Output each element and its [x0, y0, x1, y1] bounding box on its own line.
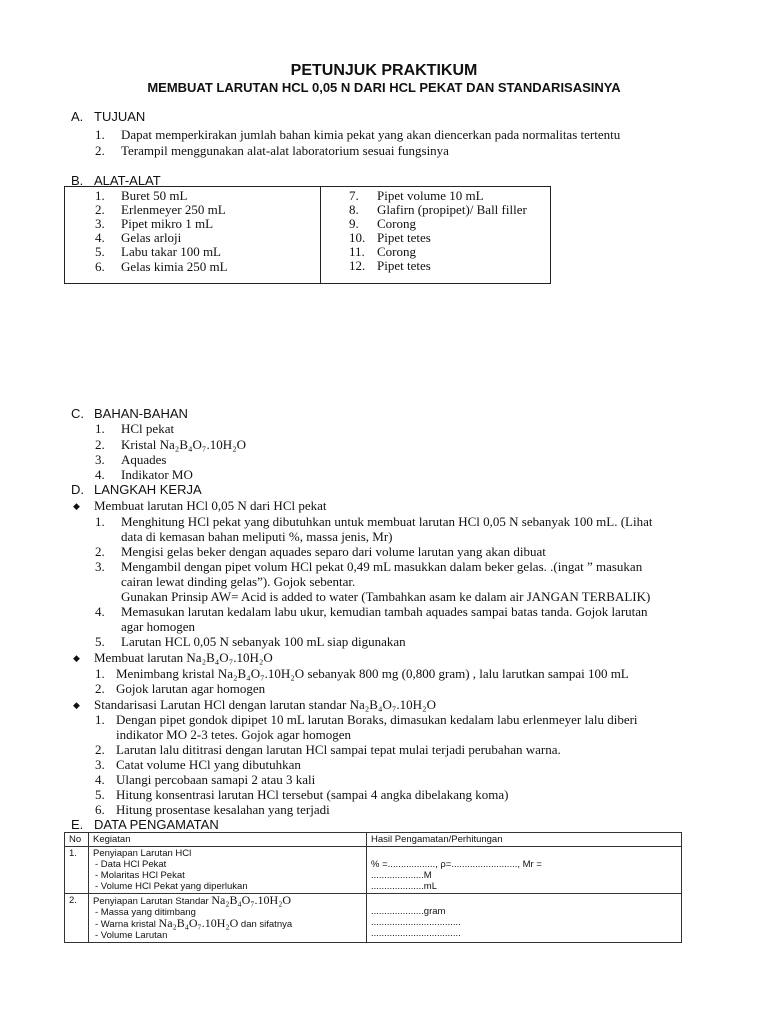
alat-num: 2.: [95, 202, 105, 217]
step-text: data di kemasan bahan meliputi %, massa jenis, Mr): [121, 529, 393, 544]
step-num: 5.: [95, 787, 105, 802]
step-num: 1.: [95, 712, 105, 727]
activity-title: Penyiapan Larutan Standar: [93, 896, 209, 907]
bahan-item: Aquades: [121, 452, 167, 467]
alat-item: Gelas arloji: [121, 230, 182, 245]
diamond-bullet-icon: ◆: [73, 700, 80, 710]
chemical-formula: Na₂B₄O₇.10H₂O: [158, 916, 239, 930]
step-text: indikator MO 2-3 tetes. Gojok agar homogen: [116, 727, 352, 742]
bahan-item: Kristal Na₂B₄O₇.10H₂O: [121, 437, 247, 452]
activity-cell: [89, 894, 367, 943]
alat-num: 5.: [95, 244, 105, 259]
col-header: Kegiatan: [89, 833, 367, 847]
activity-title-line: [93, 895, 362, 907]
langkah-group-title: Membuat larutan HCl 0,05 N dari HCl pekat: [94, 498, 327, 513]
col-header: Hasil Pengamatan/Perhitungan: [367, 833, 682, 847]
bahan-item: Indikator MO: [121, 467, 193, 482]
page-subtitle: MEMBUAT LARUTAN HCL 0,05 N DARI HCL PEKAT DAN STANDARISASINYA: [147, 80, 621, 95]
alat-num: 3.: [95, 216, 105, 231]
step-text: cairan lewat dinding gelas”). Gojok sebentar.: [121, 574, 356, 589]
activity-item-line: [93, 918, 362, 930]
step-num: 3.: [95, 559, 105, 574]
step-text: Menimbang kristal Na₂B₄O₇.10H₂O sebanyak 800 mg (0,800 gram) , lalu larutkan sampai 100 mL: [116, 666, 629, 681]
activity-item: - Volume HCl Pekat yang diperlukan: [95, 881, 248, 892]
alat-item: Pipet volume 10 mL: [377, 188, 484, 203]
alat-num: 9.: [349, 216, 359, 231]
alat-num: 11.: [349, 244, 365, 259]
step-text: Larutan lalu dititrasi dengan larutan HCl sampai tepat mulai terjadi perubahan warna.: [116, 742, 561, 757]
section-c-heading: BAHAN-BAHAN: [94, 406, 188, 421]
bahan-num: 3.: [95, 452, 105, 467]
activity-item: - Molaritas HCl Pekat: [95, 870, 185, 881]
observation-table: [64, 832, 682, 943]
result-line[interactable]: % =.................., ρ=........................., Mr =: [371, 859, 542, 870]
step-num: 1.: [95, 666, 105, 681]
step-num: 2.: [95, 742, 105, 757]
step-num: 5.: [95, 634, 105, 649]
alat-item: Gelas kimia 250 mL: [121, 259, 228, 274]
section-b-heading: ALAT-ALAT: [94, 173, 161, 188]
page-title: PETUNJUK PRAKTIKUM: [290, 62, 478, 79]
section-e-heading: DATA PENGAMATAN: [94, 817, 219, 832]
col-header: No: [65, 833, 89, 847]
step-num: 1.: [95, 514, 105, 529]
alat-num: 4.: [95, 230, 105, 245]
langkah-group-title: Membuat larutan Na₂B₄O₇.10H₂O: [94, 650, 273, 665]
diamond-bullet-icon: ◆: [73, 501, 80, 511]
alat-num: 1.: [95, 188, 105, 203]
step-num: 6.: [95, 802, 105, 817]
activity-item: - Data HCl Pekat: [95, 859, 167, 870]
alat-num: 8.: [349, 202, 359, 217]
result-cell: [367, 847, 682, 894]
section-d-heading: LANGKAH KERJA: [94, 482, 202, 497]
section-a-heading: TUJUAN: [94, 109, 146, 124]
step-text: Memasukan larutan kedalam labu ukur, kemudian tambah aquades sampai batas tanda. Gojok larutan: [121, 604, 648, 619]
alat-num: 10.: [349, 230, 366, 245]
step-text: Gunakan Prinsip AW= Acid is added to water (Tambahkan asam ke dalam air JANGAN TERBALIK): [121, 589, 651, 604]
step-text: agar homogen: [121, 619, 196, 634]
step-text: Dengan pipet gondok dipipet 10 mL larutan Boraks, dimasukan kedalam labu erlenmeyer lalu diberi: [116, 712, 638, 727]
bahan-num: 4.: [95, 467, 105, 482]
section-e-letter: E.: [71, 817, 84, 832]
tujuan-text: Dapat memperkirakan jumlah bahan kimia pekat yang akan diencerkan pada normalitas tertentu: [121, 127, 621, 142]
alat-item: Pipet tetes: [377, 230, 431, 245]
step-text: Hitung prosentase kesalahan yang terjadi: [116, 802, 330, 817]
section-a-letter: A.: [71, 109, 84, 124]
activity-item: - Massa yang ditimbang: [95, 907, 196, 918]
bahan-num: 1.: [95, 421, 105, 436]
step-num: 2.: [95, 544, 105, 559]
row-number: 1.: [65, 847, 89, 894]
step-num: 2.: [95, 681, 105, 696]
alat-num: 7.: [349, 188, 359, 203]
langkah-group-title: Standarisasi Larutan HCl dengan larutan standar Na₂B₄O₇.10H₂O: [94, 697, 436, 712]
alat-item: Pipet mikro 1 mL: [121, 216, 214, 231]
alat-num: 6.: [95, 259, 105, 274]
step-text: Gojok larutan agar homogen: [116, 681, 266, 696]
alat-item: Erlenmeyer 250 mL: [121, 202, 226, 217]
alat-item: Labu takar 100 mL: [121, 244, 221, 259]
result-line[interactable]: ..................................: [371, 928, 461, 939]
step-num: 3.: [95, 757, 105, 772]
step-text: Hitung konsentrasi larutan HCl tersebut (sampai 4 angka dibelakang koma): [116, 787, 509, 802]
bahan-item: HCl pekat: [121, 421, 175, 436]
row-number: 2.: [65, 894, 89, 943]
bahan-num: 2.: [95, 437, 105, 452]
result-line[interactable]: ..................................: [371, 917, 461, 928]
table-row: [65, 894, 682, 943]
result-line[interactable]: ....................gram: [371, 906, 446, 917]
diamond-bullet-icon: ◆: [73, 653, 80, 663]
chemical-formula: Na₂B₄O₇.10H₂O: [211, 893, 292, 907]
result-cell: [367, 894, 682, 943]
section-c-letter: C.: [71, 406, 84, 421]
table-row: [65, 847, 682, 894]
result-line[interactable]: ....................mL: [371, 881, 437, 892]
step-text: Larutan HCL 0,05 N sebanyak 100 mL siap digunakan: [121, 634, 406, 649]
step-text: Catat volume HCl yang dibutuhkan: [116, 757, 301, 772]
step-text: Ulangi percobaan samapi 2 atau 3 kali: [116, 772, 316, 787]
alat-item: Glafirn (propipet)/ Ball filler: [377, 202, 527, 217]
section-d-letter: D.: [71, 482, 84, 497]
table-header-row: [65, 833, 682, 847]
result-line[interactable]: ....................M: [371, 870, 432, 881]
tujuan-num: 2.: [95, 143, 105, 158]
tujuan-text: Terampil menggunakan alat-alat laboratorium sesuai fungsinya: [121, 143, 449, 158]
activity-title: Penyiapan Larutan HCl: [93, 848, 192, 859]
activity-cell: [89, 847, 367, 894]
alat-num: 12.: [349, 258, 366, 273]
step-text: Mengisi gelas beker dengan aquades separo dari volume larutan yang akan dibuat: [121, 544, 546, 559]
activity-item: - Volume Larutan: [95, 930, 168, 941]
tujuan-num: 1.: [95, 127, 105, 142]
alat-table-divider: [320, 186, 321, 284]
activity-item: dan sifatnya: [240, 919, 293, 930]
step-text: Menghitung HCl pekat yang dibutuhkan untuk membuat larutan HCl 0,05 N sebanyak 100 mL. (Lihat: [121, 514, 653, 529]
alat-item: Buret 50 mL: [121, 188, 188, 203]
section-b-letter: B.: [71, 173, 84, 188]
alat-item: Corong: [377, 216, 416, 231]
alat-item: Corong: [377, 244, 416, 259]
alat-item: Pipet tetes: [377, 258, 431, 273]
step-num: 4.: [95, 604, 105, 619]
step-num: 4.: [95, 772, 105, 787]
step-text: Mengambil dengan pipet volum HCl pekat 0,49 mL masukkan dalam beker gelas. .(ingat ” masukan: [121, 559, 643, 574]
activity-item: - Warna kristal: [95, 919, 156, 930]
